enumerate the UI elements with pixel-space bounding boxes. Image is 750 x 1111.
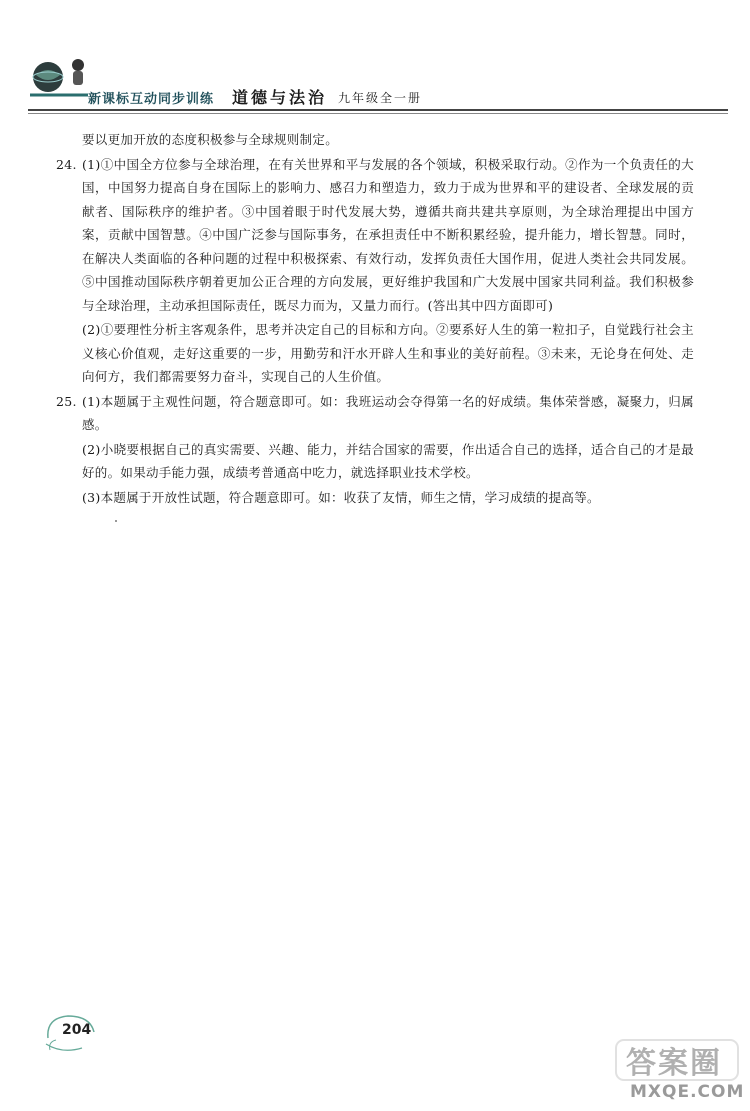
question-25-part-2: (2)小晓要根据自己的真实需要、兴趣、能力，并结合国家的需要，作出适合自己的选择，适合自己的才是最好的。如果动手能力强，成绩考普通高中吃力，就选择职业技术学校。 [82, 441, 694, 480]
page-header [0, 0, 750, 120]
subject-title: 道德与法治 [232, 88, 328, 107]
intro-text: 要以更加开放的态度积极参与全球规则制定。 [82, 132, 339, 147]
question-24 [56, 153, 694, 389]
watermark-site: MXQE.COM [630, 1082, 745, 1102]
question-24-part-1: (1)①中国全方位参与全球治理，在有关世界和平与发展的各个领域，积极采取行动。②作为一个负责任的大国，中国努力提高自身在国际上的影响力、感召力和塑造力，致力于成为世界和平的建设者、全球发展的贡献者、国际秩序的维护者。③中国着眼于时代发展大势，遵循共商共建共享原则，为全球治理提出中国方案，贡献中国智慧。④中国广泛参与国际事务，在承担责任中不断积累经验，提升能力，增长智慧。同时，在解决人类面临的各种问题的过程中积极探索、有效行动，发挥负责任大国作用，促进人类社会共同发展。⑤中国推动国际秩序朝着更加公正合理的方向发展，更好维护我国和广大发展中国家共同利益。我们积极参与全球治理，主动承担国际责任，既尽力而为，又量力而行。(答出其中四方面即可) [82, 156, 694, 313]
question-25-part-1: (1)本题属于主观性问题，符合题意即可。如：我班运动会夺得第一名的好成绩。集体荣誉感，凝聚力，归属感。 [82, 393, 694, 432]
stray-dot [115, 520, 117, 522]
watermark-brand: 答案圈 [626, 1046, 722, 1081]
series-title: 新课标互动同步训练 [88, 92, 215, 107]
globe-mascot-logo-icon [28, 55, 88, 105]
question-24-number: 24. [56, 156, 77, 172]
question-25 [56, 390, 694, 510]
grade-label: 九年级全一册 [338, 91, 423, 105]
question-25-number: 25. [56, 393, 77, 409]
page-number: 204 [62, 1022, 92, 1038]
header-rule [28, 109, 728, 111]
question-25-part-3: (3)本题属于开放性试题，符合题意即可。如：收获了友情，师生之情，学习成绩的提高等。 [82, 489, 600, 505]
header-rule-thin [28, 113, 728, 114]
answer-content [56, 128, 694, 510]
question-24-part-2: (2)①要理性分析主客观条件，思考并决定自己的目标和方向。②要系好人生的第一粒扣子，自觉践行社会主义核心价值观，走好这重要的一步，用勤劳和汗水开辟人生和事业的美好前程。③未来，无论身在何处、走向何方，我们都需要努力奋斗，实现自己的人生价值。 [82, 322, 694, 384]
